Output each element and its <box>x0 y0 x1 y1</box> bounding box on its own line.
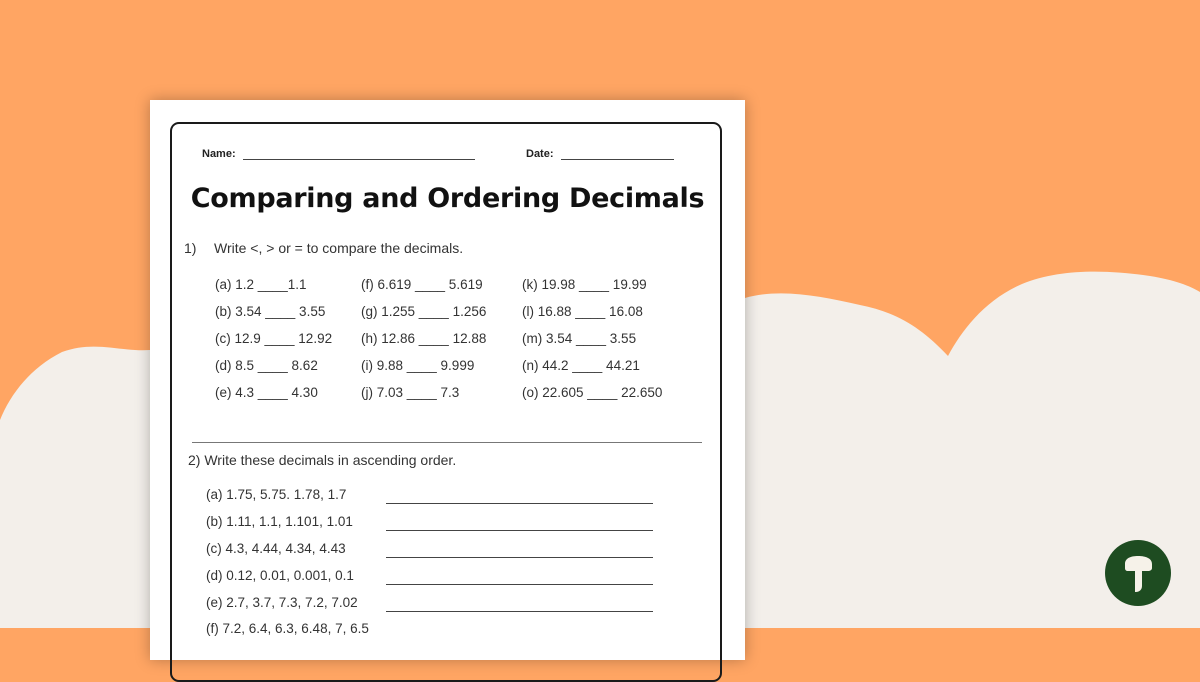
worksheet-page <box>150 100 745 660</box>
logo-glyph <box>1105 540 1171 606</box>
order-item: (d) 0.12, 0.01, 0.001, 0.1 <box>206 568 354 583</box>
answer-line <box>386 503 653 504</box>
q2-instruction: 2) Write these decimals in ascending order. <box>188 452 457 468</box>
answer-line <box>386 530 653 531</box>
compare-item: (i) 9.88 ____ 9.999 <box>361 358 475 373</box>
order-item: (c) 4.3, 4.44, 4.34, 4.43 <box>206 541 346 556</box>
order-item: (f) 7.2, 6.4, 6.3, 6.48, 7, 6.5 <box>206 621 369 636</box>
date-line <box>561 159 674 160</box>
answer-line <box>386 611 653 612</box>
compare-item: (o) 22.605 ____ 22.650 <box>522 385 663 400</box>
date-label: Date: <box>526 148 554 160</box>
order-item: (e) 2.7, 3.7, 7.3, 7.2, 7.02 <box>206 595 358 610</box>
q1-instruction: Write <, > or = to compare the decimals. <box>214 240 464 256</box>
compare-item: (j) 7.03 ____ 7.3 <box>361 385 460 400</box>
compare-item: (g) 1.255 ____ 1.256 <box>361 304 487 319</box>
teach-starter-logo-icon <box>1105 540 1171 606</box>
order-item: (b) 1.11, 1.1, 1.101, 1.01 <box>206 514 353 529</box>
compare-item: (c) 12.9 ____ 12.92 <box>215 331 333 346</box>
compare-item: (n) 44.2 ____ 44.21 <box>522 358 640 373</box>
compare-item: (d) 8.5 ____ 8.62 <box>215 358 318 373</box>
compare-item: (a) 1.2 ____1.1 <box>215 277 307 292</box>
compare-item: (k) 19.98 ____ 19.99 <box>522 277 647 292</box>
name-label: Name: <box>202 148 236 160</box>
compare-item: (f) 6.619 ____ 5.619 <box>361 277 483 292</box>
compare-item: (l) 16.88 ____ 16.08 <box>522 304 643 319</box>
q1-number: 1) <box>184 240 197 256</box>
worksheet-title: Comparing and Ordering Decimals <box>190 183 705 214</box>
compare-item: (b) 3.54 ____ 3.55 <box>215 304 326 319</box>
compare-item: (h) 12.86 ____ 12.88 <box>361 331 487 346</box>
compare-item: (e) 4.3 ____ 4.30 <box>215 385 318 400</box>
section-divider <box>192 442 702 443</box>
name-line <box>243 159 475 160</box>
compare-item: (m) 3.54 ____ 3.55 <box>522 331 637 346</box>
order-item: (a) 1.75, 5.75. 1.78, 1.7 <box>206 487 347 502</box>
answer-line <box>386 584 653 585</box>
answer-line <box>386 557 653 558</box>
